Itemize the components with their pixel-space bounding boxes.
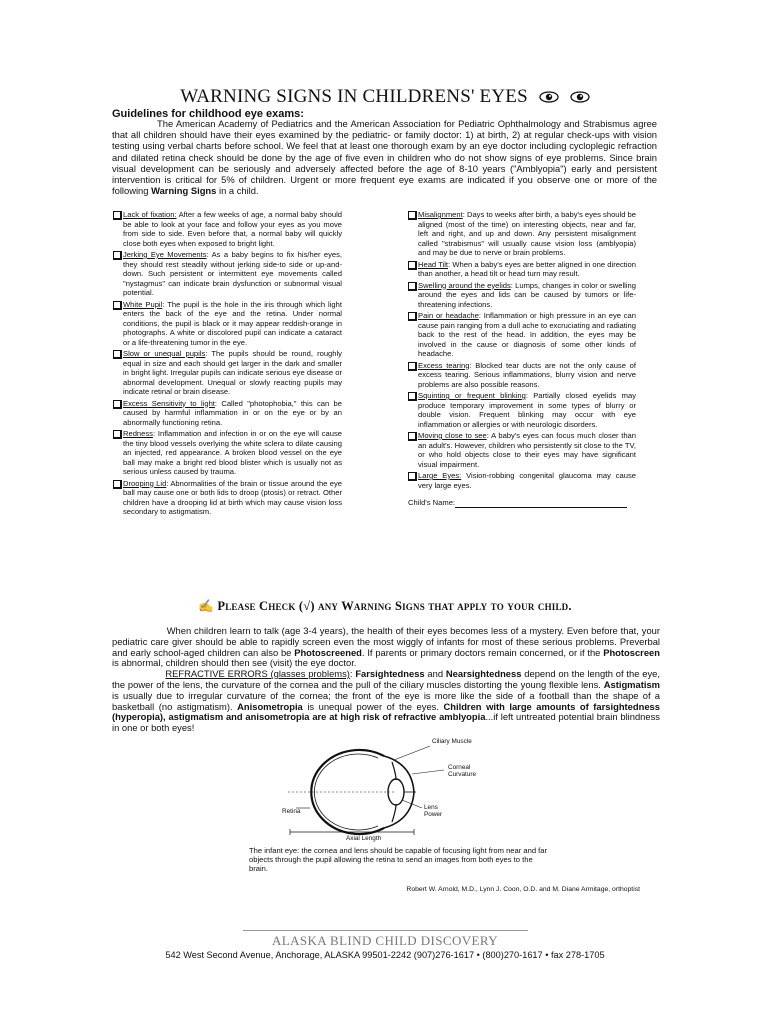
warning-sign-description: : Abnormalities of the brain or tissue around the eye ball may cause one or both lids to droop (ptosis) or retract. Other children have a drooping lid at birth which may cause vision loss secondary to astigmatism. — [123, 478, 342, 516]
checkbox[interactable] — [113, 350, 122, 359]
intro-part2: in a child. — [216, 185, 259, 197]
warning-sign-term: Excess tearing — [418, 360, 470, 370]
warning-sign-item — [113, 429, 342, 477]
eye-diagram — [266, 734, 496, 844]
warning-sign-description: : Inflammation and infection in or on the eye will cause the tiny blood vessels overlying the white sclera to dilate causing an injected, red appearance. A broken blood vessel on the eye ball may make a bright red blood blister which is usually not as serious unless caused by trauma. — [123, 429, 342, 476]
warning-sign-term: Moving close to see — [418, 431, 487, 440]
warning-sign-term: Drooping Lid — [123, 478, 167, 488]
checkbox[interactable] — [408, 362, 417, 371]
warning-sign-description: : Inflammation or high pressure in an eye can cause pain ranging from a dull ache to excruciating and radiating back to the rest of the head. In addition, the eyes may be involved in the cause or diagnosis of some other kinds of headache. — [418, 311, 637, 358]
warning-sign-description: Vision-robbing congenital glaucoma may cause very large eyes. — [418, 471, 636, 490]
warning-sign-description: : Lumps, changes in color or swelling around the eyes and lids can be caused by tumors or life-threatening infections. — [418, 280, 636, 309]
checkbox[interactable] — [408, 392, 417, 401]
eye-cross-section-drawing — [266, 734, 496, 844]
warning-sign-item — [113, 210, 342, 248]
checkbox[interactable] — [113, 301, 122, 310]
intro-bold: Warning Signs — [151, 185, 217, 197]
title-text: WARNING SIGNS IN CHILDRENS' EYES — [180, 86, 528, 107]
warning-sign-item — [113, 349, 342, 397]
warning-sign-term: Lack of fixation: — [123, 210, 177, 219]
checkbox[interactable] — [113, 480, 122, 489]
page-title — [0, 86, 770, 109]
checkbox[interactable] — [408, 472, 417, 481]
checkbox[interactable] — [408, 261, 417, 270]
organization-address: 542 West Second Avenue, Anchorage, ALASKA 99501-2242 (907)276-1617 • (800)270-1617 • fax 278-1705 — [165, 950, 605, 960]
warning-sign-description: : The pupil is the hole in the iris through which light enters the back of the eye and the retina. Under normal conditions, the pupil is black or it may appear reddish-orange in photographs. A white or discolored pupil can indicate a cataract or a life-threatening tumor in the eye. — [123, 299, 342, 347]
warning-sign-term: Excess Sensitivity to light — [123, 398, 215, 408]
checkbox[interactable] — [113, 430, 122, 439]
eye-icon — [539, 87, 559, 109]
checkbox[interactable] — [113, 211, 122, 220]
warning-sign-item — [408, 391, 636, 429]
warning-sign-item — [113, 250, 342, 298]
warning-sign-term: White Pupil — [123, 299, 163, 309]
body-text — [112, 626, 660, 734]
warning-sign-description: : A baby's eyes can focus much closer than an adult's. However, children who persistently sit close to the TV, or who hold objects close to their eyes may have significant visual impairment. — [418, 431, 636, 469]
guidelines-heading: Guidelines for childhood eye exams: — [112, 108, 304, 120]
warning-sign-item — [408, 210, 636, 258]
body-paragraph-1: When children learn to talk (age 3-4 years), the health of their eyes becomes less of a mystery. Even before that, your pediatric care giver should be able to rapidly screen even the most wiggly of infants for most of these serious problems. Preverbal and early school-aged children can also be Photoscreened. If parents or primary doctors remain concerned, or if the Photoscreen is abnormal, children should then see (visit) the eye doctor. — [112, 625, 660, 669]
warning-sign-description: : Called "photophobia," this can be caused by harmful inflammation in or on the eye or by an abnormally functioning retina. — [123, 398, 342, 427]
warning-sign-description: : Days to weeks after birth, a baby's eyes should be aligned (most of the time) on interesting objects, near and far, left and right, and up and down. Any persistent misalignment called "strabismus" will usually cause vision loss (amblyopia) and may be due to nerve or brain problems. — [418, 210, 636, 257]
lens-power-label: Lens Power — [424, 804, 443, 818]
child-name-label: Child's Name: — [408, 498, 456, 507]
please-check-text: Please Check (√) any Warning Signs that apply to your child. — [217, 599, 572, 613]
warning-sign-term: Large Eyes: — [418, 471, 462, 480]
body-paragraph-2: REFRACTIVE ERRORS (glasses problems): Farsightedness and Nearsightedness depend on the length of the eye, the power of the lens, the curvature of the cornea and the pull of the ciliary muscles distorting the young flexible lens. Astigmatism is usually due to irregular curvature of the cornea; the front of the eye is more like the side of a football than the shape of a basketball (no astigmatism). Anisometropia is unequal power of the eyes. Children with large amounts of farsightedness (hyperopia), astigmatism and anisometropia are at high risk of refractive amblyopia...if left untreated potential brain blindness in one or both eyes! — [112, 668, 660, 734]
warning-sign-description: After a few weeks of age, a normal baby should be able to look at your face and follow your eyes as you move from side to side. Even before that, a normal baby will quickly close both eyes when exposed to bright light. — [123, 210, 343, 248]
warning-sign-term: Redness — [123, 429, 153, 438]
checkbox[interactable] — [113, 251, 122, 260]
warning-sign-term: Head Tilt — [418, 259, 449, 269]
child-name-field — [408, 498, 636, 508]
diagram-caption: The infant eye: the cornea and lens should be capable of focusing light from near and far objects through the pupil allowing the retina to send an images from both eyes to the brain. — [249, 846, 548, 873]
please-check-heading — [0, 599, 770, 614]
footer-divider — [243, 930, 528, 931]
retina-label: Retina — [282, 808, 301, 815]
warning-sign-item — [408, 260, 636, 279]
checkbox[interactable] — [408, 211, 417, 220]
warning-sign-description: : The pupils should be round, roughly equal in size and each should get larger in the dark and smaller in bright light. Irregular pupils can indicate serious eye disease or abnormal development. Unequal or slowly reacting pupils may indicate retinal or brain disease. — [123, 349, 342, 396]
checkbox[interactable] — [408, 282, 417, 291]
warning-sign-item — [408, 361, 636, 390]
intro-paragraph — [112, 118, 657, 196]
eye-icon — [570, 87, 590, 109]
warning-sign-term: Pain or headache — [418, 311, 479, 320]
warning-sign-item — [113, 479, 342, 517]
child-name-input-line[interactable] — [455, 499, 627, 508]
warning-sign-term: Jerking Eye Movements — [123, 250, 207, 259]
warning-sign-description: : Blocked tear ducts are not the only cause of excess tearing. Serious inflammations, blurry vision and nerve problems are also possible reasons. — [418, 360, 636, 389]
writing-hand-icon: ✍ — [198, 599, 215, 613]
authors-line: Robert W. Arnold, M.D., Lynn J. Coon, O.D. and M. Diane Armitage, orthoptist — [406, 886, 640, 893]
axial-length-label: Axial Length — [346, 835, 382, 842]
warning-sign-description: : As a baby begins to fix his/her eyes, they should rest steadily without jerking side-to side or up-and-down. Such persistent or intermittent eye movements called "nystagmus" can indicate brain dysfunction or subnormal visual potential. — [123, 250, 342, 297]
warning-sign-description: : Partially closed eyelids may produce temporary improvement in some types of blurry or double vision. Frequent blinking may occur with eye inflammation or allergies or with neurologic disorders. — [418, 391, 636, 429]
warning-sign-term: Misalignment — [418, 210, 463, 219]
warning-sign-term: Swelling around the eyelids — [418, 280, 511, 290]
checkbox[interactable] — [408, 312, 417, 321]
warning-list-right — [408, 210, 636, 508]
intro-part1: The American Academy of Pediatrics and the American Association for Pediatric Ophthalmology and Strabismus agree that all children should have their eyes examined by the pediatric- or family doctor: 1) at birth, 2) at regular check-ups with vision testing using verbal charts before school. We feel that at least one thorough exam by an eye doctor including cycloplegic refraction and dilated retina check should be done by the age of five even in children who do not show signs of eye problems. Since brain visual development can be seriously and adversely affected before the age of 8-10 years ("Amblyopia") early and persistent intervention is critical for 5% of children. Urgent or more frequent eye exams are indicated if you observe one or more of the following — [112, 118, 657, 197]
checkbox[interactable] — [408, 432, 417, 441]
warning-sign-term: Slow or unequal pupils — [123, 349, 206, 358]
warning-sign-term: Squinting or frequent blinking — [418, 391, 526, 400]
organization-name: ALASKA BLIND CHILD DISCOVERY — [271, 933, 499, 948]
warning-sign-item — [408, 471, 636, 490]
warning-list-left — [113, 210, 342, 519]
warning-sign-item — [408, 431, 636, 469]
checkbox[interactable] — [113, 400, 122, 409]
ciliary-muscle-label: Ciliary Muscle — [432, 738, 472, 745]
warning-sign-description: : When a baby's eyes are better aligned in one direction than another, a head tilt or head turn may result. — [418, 259, 636, 278]
warning-sign-item — [113, 300, 342, 348]
warning-sign-item — [113, 399, 342, 428]
corneal-curvature-label: Corneal Curvature — [448, 764, 477, 778]
warning-sign-item — [408, 281, 636, 310]
warning-sign-item — [408, 311, 636, 359]
